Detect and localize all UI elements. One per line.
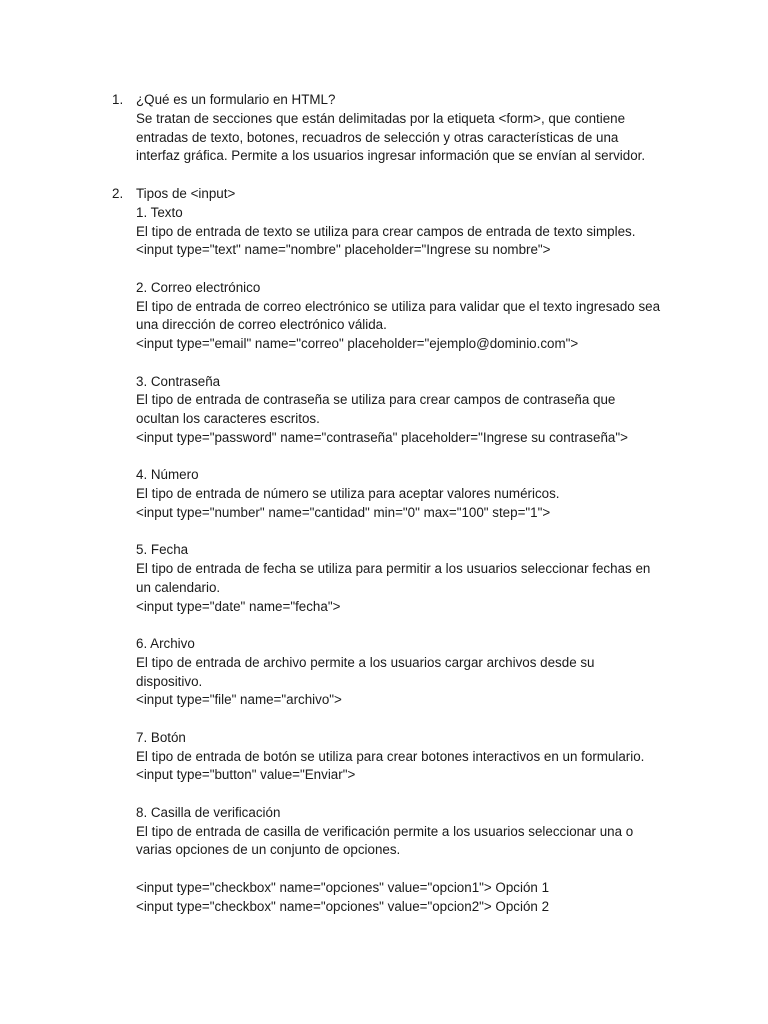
paragraph-line: El tipo de entrada de botón se utiliza para crear botones interactivos en un formulario. bbox=[136, 748, 645, 764]
list-number: 1. bbox=[112, 92, 124, 107]
section-heading: 2. Correo electrónico bbox=[136, 279, 261, 295]
section-heading: 7. Botón bbox=[136, 729, 186, 745]
question-title: Tipos de <input> bbox=[136, 186, 236, 201]
spacer bbox=[136, 785, 696, 804]
spacer bbox=[136, 710, 696, 729]
code-line: <input type="text" name="nombre" placeholder="Ingrese su nombre"> bbox=[136, 242, 551, 258]
paragraph-line: interfaz gráfica. Permite a los usuarios ingresar información que se envían al servidor. bbox=[136, 148, 646, 164]
paragraph-line: dispositivo. bbox=[136, 673, 203, 689]
paragraph-line: El tipo de entrada de contraseña se utiliza para crear campos de contraseña que bbox=[136, 392, 616, 408]
paragraph-line: El tipo de entrada de correo electrónico se utiliza para validar que el texto ingresado sea bbox=[136, 298, 661, 314]
paragraph-line: una dirección de correo electrónico válida. bbox=[136, 317, 387, 333]
section-heading: 4. Número bbox=[136, 467, 199, 483]
spacer bbox=[136, 354, 696, 373]
spacer bbox=[136, 616, 696, 635]
code-line: <input type="email" name="correo" placeholder="ejemplo@dominio.com"> bbox=[136, 336, 579, 351]
paragraph-line: El tipo de entrada de fecha se utiliza para permitir a los usuarios seleccionar fechas en bbox=[136, 561, 651, 576]
code-line: <input type="number" name="cantidad" min="0" max="100" step="1"> bbox=[136, 504, 551, 520]
section-heading: 6. Archivo bbox=[136, 636, 195, 651]
spacer bbox=[136, 523, 696, 542]
code-line: <input type="password" name="contraseña" placeholder="Ingrese su contraseña"> bbox=[136, 429, 628, 445]
section-heading: 5. Fecha bbox=[136, 542, 189, 558]
code-line: <input type="file" name="archivo"> bbox=[136, 692, 342, 708]
code-line: <input type="date" name="fecha"> bbox=[136, 598, 341, 614]
list-item-body bbox=[136, 91, 696, 166]
paragraph-line: un calendario. bbox=[136, 579, 221, 595]
section-heading: 3. Contraseña bbox=[136, 373, 221, 389]
paragraph-line: entradas de texto, botones, recuadros de selección y otras características de una bbox=[136, 129, 619, 145]
spacer bbox=[136, 260, 696, 279]
paragraph-line: varias opciones de un conjunto de opciones. bbox=[136, 842, 401, 858]
code-line: <input type="checkbox" name="opciones" value="opcion2"> Opción 2 bbox=[136, 898, 550, 914]
paragraph-line: El tipo de entrada de casilla de verificación permite a los usuarios seleccionar una o bbox=[136, 823, 634, 839]
paragraph-line: ocultan los caracteres escritos. bbox=[136, 411, 320, 426]
list-number: 2. bbox=[112, 186, 124, 201]
spacer bbox=[136, 860, 696, 879]
paragraph-line: El tipo de entrada de texto se utiliza para crear campos de entrada de texto simples. bbox=[136, 223, 636, 239]
paragraph-line: El tipo de entrada de archivo permite a los usuarios cargar archivos desde su bbox=[136, 654, 595, 670]
paragraph-line: El tipo de entrada de número se utiliza para aceptar valores numéricos. bbox=[136, 486, 560, 501]
section-heading: 8. Casilla de verificación bbox=[136, 804, 281, 820]
code-line: <input type="button" value="Enviar"> bbox=[136, 767, 356, 783]
code-line: <input type="checkbox" name="opciones" value="opcion1"> Opción 1 bbox=[136, 879, 550, 895]
paragraph-line: Se tratan de secciones que están delimitadas por la etiqueta <form>, que contiene bbox=[136, 110, 626, 126]
section-heading: 1. Texto bbox=[136, 204, 183, 220]
spacer bbox=[136, 448, 696, 467]
list-item-body bbox=[136, 185, 696, 916]
question-title: ¿Qué es un formulario en HTML? bbox=[136, 92, 336, 107]
